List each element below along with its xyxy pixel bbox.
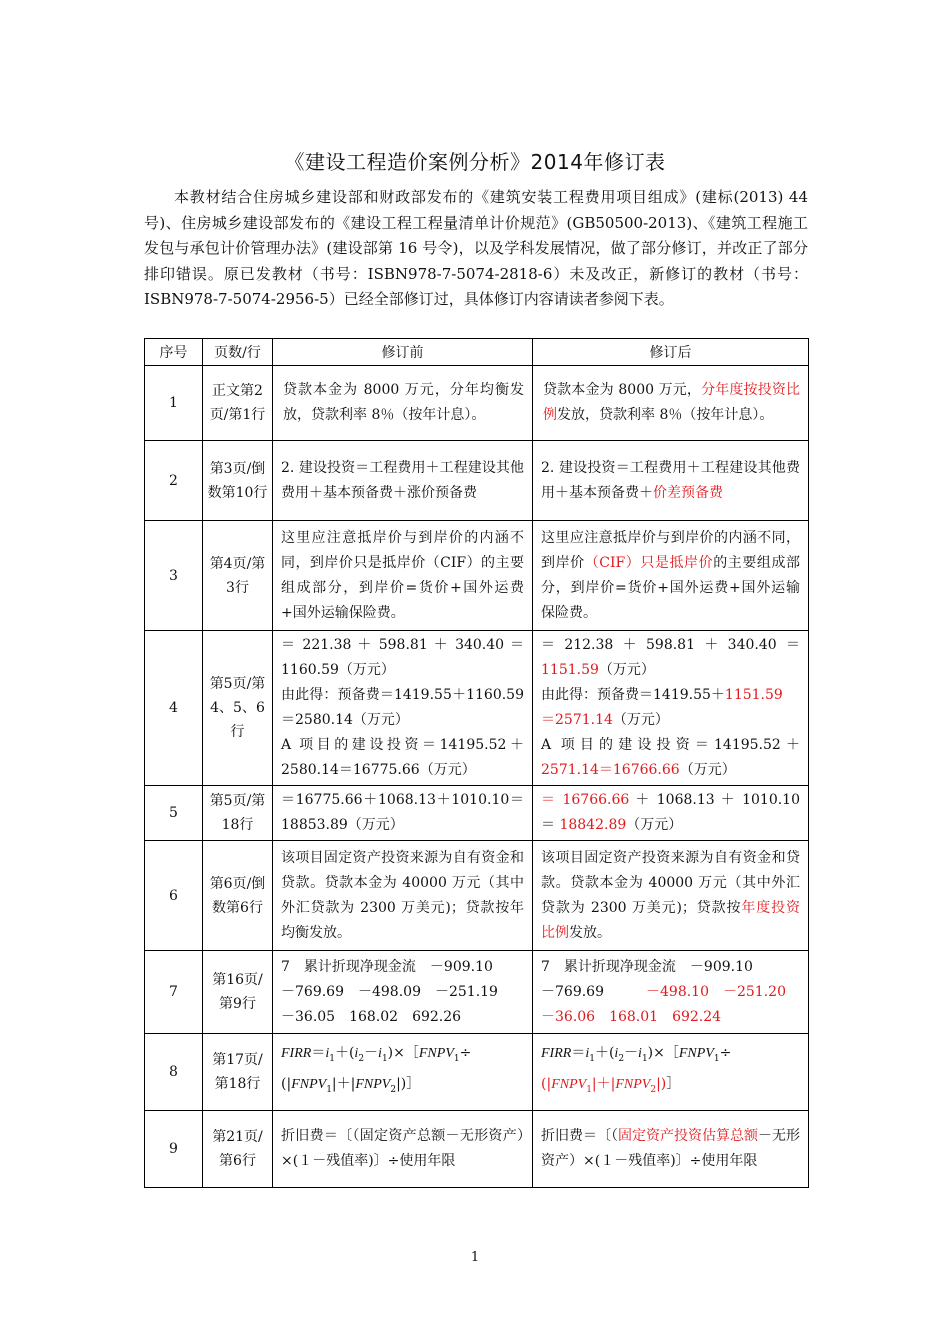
row-before: ＝ 221.38 ＋ 598.81 ＋ 340.40 ＝ 1160.59（万元） 由此得：预备费＝1419.55＋1160.59＝2580.14（万元） A 项目的建设投资＝14195.52＋2580.14＝16775.66（万元） [273,631,533,786]
row-number: 9 [145,1111,203,1188]
row-page: 第5页/第4、5、6行 [203,631,273,786]
row-after [533,366,809,441]
table-row [145,1111,809,1188]
text-segment: （万元） [626,817,683,833]
col-header-no: 序号 [145,339,203,366]
text-segment: 的主要组成部分，到岸价=货价+国外运费+国外运输保险费。 [541,554,801,621]
revised-text: －498.10 －251.20 [646,983,786,1000]
table-row [145,366,809,441]
text-segment: 发放。 [569,924,611,941]
text-segment: ＋ 1068.13 ＋ 1010.10 ＝ [541,792,800,833]
row-before: 这里应注意抵岸价与到岸价的内涵不同，到岸价只是抵岸价（CIF）的主要组成部分，到岸价=货价+国外运费+国外运输保险费。 [273,521,533,631]
intro-paragraph: 本教材结合住房城乡建设部和财政部发布的《建筑安装工程费用项目组成》(建标(2013) 44 号)、住房城乡建设部发布的《建设工程工程量清单计价规范》(GB50500-2013)、《建筑工程施工发包与承包计价管理办法》(建设部第 16 号令)，以及学科发展情况，做了部分修订，并改正了部分排印错误。原已发教材（书号：ISBN978-7-5074-2818-6）未及改正，新修订的教材（书号：ISBN978-7-5074-2956-5）已经全部修订过，具体修订内容请读者参阅下表。 [144,188,808,308]
table-row [145,441,809,521]
row-before: 折旧费＝〔（固定资产总额－无形资产）×(１－残值率)〕÷使用年限 [273,1111,533,1188]
table-row [145,786,809,841]
text-segment: A 项目的建设投资＝14195.52＋ [541,737,800,753]
row-page: 第16页/第9行 [203,951,273,1034]
row-number: 3 [145,521,203,631]
row-page: 正文第2页/第1行 [203,366,273,441]
revised-text: 18842.89 [559,817,627,833]
text-segment: 贷款本金为 8000 万元， [543,382,702,398]
table-header-row [145,339,809,366]
revised-text: ＝ 16766.66 [541,792,630,808]
text-segment: －无形资产）×(１－残值率)〕÷使用年限 [541,1128,800,1169]
table-row [145,521,809,631]
table-row [145,631,809,786]
text-segment: （万元） [679,762,736,778]
row-after-formula: $FIRR=i_1+(i_2-i_1)\times[FNPV_1\div$ $(|FNPV_1|+|FNPV_2|)]$ [533,1034,809,1111]
row-page: 第17页/第18行 [203,1034,273,1111]
row-number: 2 [145,441,203,521]
page-number: 1 [470,1250,480,1265]
row-number: 4 [145,631,203,786]
row-after [533,786,809,841]
page-title: 《建设工程造价案例分析》2014年修订表 [284,150,666,174]
revised-text: 1151.59 [724,687,783,703]
table-row [145,1034,809,1111]
row-number: 5 [145,786,203,841]
row-page: 第4页/第3行 [203,521,273,631]
table-row [145,951,809,1034]
text-segment: 折旧费＝〔（ [541,1128,618,1144]
text-segment: －769.69 [541,983,646,1000]
row-page: 第3页/倒数第10行 [203,441,273,521]
row-after [533,631,809,786]
revised-text: 固定资产投资估算总额 [618,1128,758,1144]
revised-text: 年度投资比例 [541,899,800,941]
row-page: 第6页/倒数第6行 [203,841,273,951]
revised-text: （CIF）只是抵岸价 [584,554,714,571]
row-before: 贷款本金为 8000 万元，分年均衡发放，贷款利率 8％（按年计息）。 [273,366,533,441]
revised-text: 价差预备费 [653,484,723,501]
revision-table [144,338,809,1188]
row-page: 第5页/第18行 [203,786,273,841]
text-segment: 7 累计折现净现金流 －909.10 [541,958,753,975]
row-before: 该项目固定资产投资来源为自有资金和贷款。贷款本金为 40000 万元（其中外汇贷款为 2300 万美元)；贷款按年均衡发放。 [273,841,533,951]
text-segment: 由此得：预备费＝1419.55＋ [541,687,725,703]
table-row [145,841,809,951]
row-number: 1 [145,366,203,441]
row-number: 7 [145,951,203,1034]
text-segment: 发放，贷款利率 8％（按年计息）。 [557,407,774,423]
row-before-formula: $FIRR=i_1+(i_2-i_1)\times[FNPV_1\div$ $(|FNPV_1|+|FNPV_2|)]$ [273,1034,533,1111]
col-header-before: 修订前 [273,339,533,366]
text-segment: 该项目固定资产投资来源为自有资金和贷款。贷款本金为 40000 万元（其中外汇贷款为 2300 万美元)；贷款按 [541,849,800,916]
row-page: 第21页/第6行 [203,1111,273,1188]
revised-text: ＝2571.14 [541,712,613,728]
revised-text: 1151.59 [541,662,599,678]
col-header-after: 修订后 [533,339,809,366]
row-number: 8 [145,1034,203,1111]
text-segment: （万元） [612,712,669,728]
row-before: 2. 建设投资＝工程费用＋工程建设其他费用＋基本预备费＋涨价预备费 [273,441,533,521]
revised-text: －36.06 168.01 692.24 [541,1008,722,1025]
row-number: 6 [145,841,203,951]
row-after [533,1111,809,1188]
text-segment: 这里应注意抵岸价与到岸价的内涵不同，到岸价 [541,529,800,571]
col-header-page: 页数/行 [203,339,273,366]
text-segment: ＝212.38＋598.81＋340.40＝ [541,637,800,653]
revised-text: 分年度按投资比例 [543,382,801,423]
row-before: 7 累计折现净现金流 －909.10 －769.69 －498.09 －251.19 －36.05 168.02 692.26 [273,951,533,1034]
revised-text: 2571.14＝16766.66 [541,762,680,778]
row-after [533,521,809,631]
row-after [533,441,809,521]
row-after [533,951,809,1034]
row-before: ＝16775.66＋1068.13＋1010.10＝18853.89（万元） [273,786,533,841]
text-segment: 2. 建设投资＝工程费用＋工程建设其他费用＋基本预备费＋ [541,459,800,501]
row-after [533,841,809,951]
text-segment: （万元） [598,662,655,678]
